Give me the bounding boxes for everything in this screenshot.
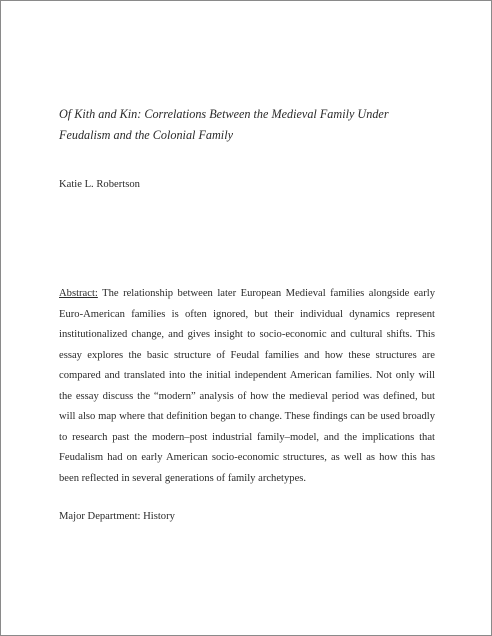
abstract-paragraph [59,284,435,489]
major-department: Major Department: History [59,511,175,522]
abstract-label: Abstract: [59,288,98,299]
abstract-text: The relationship between later European Medieval families alongside early Euro-American families is often ignored, but their individual dynamics represent institutionalized change, and gives insight to socio-economic and cultural shifts. This essay explores the basic structure of Feudal families and how these structures are compared and translated into the initial independent American families. Not only will the essay discuss the “modern” analysis of how the medieval period was defined, but will also map where that definition began to change. These findings can be used broadly to research past the modern–post industrial family–model, and the implications that Feudalism had on early American socio-economic structures, as well as how this has been reflected in several generations of family archetypes. [59,288,435,484]
document-title: Of Kith and Kin: Correlations Between the Medieval Family Under Feudalism and the Colonial Family [59,107,389,142]
author-name: Katie L. Robertson [59,179,140,190]
